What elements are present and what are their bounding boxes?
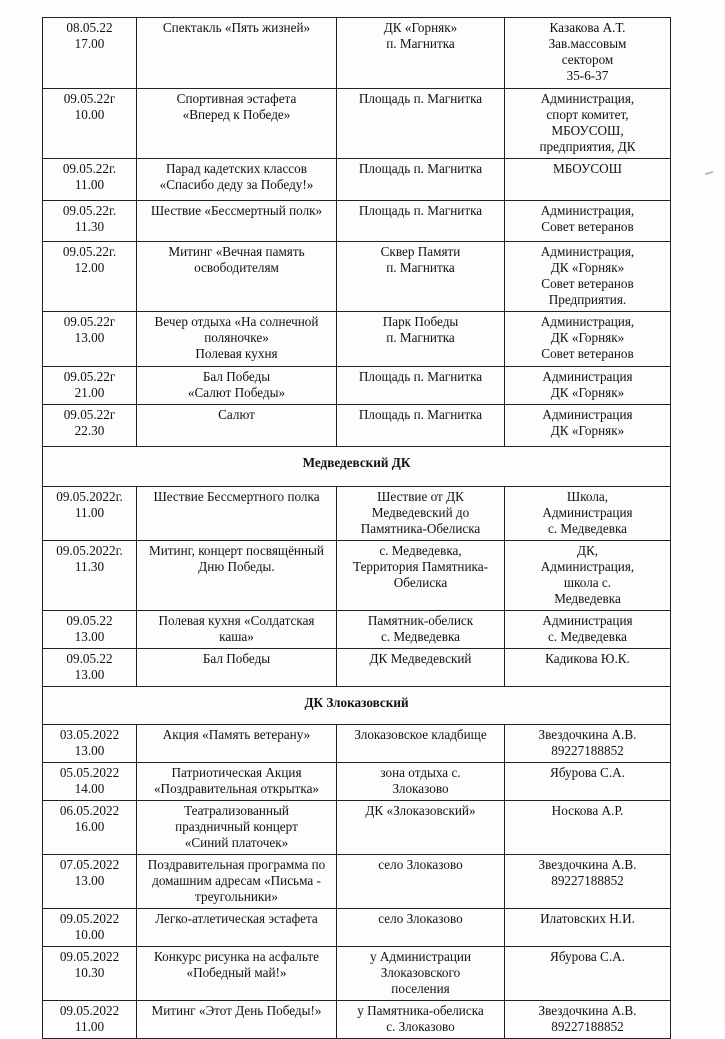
date-cell: 09.05.22 13.00: [43, 649, 137, 687]
date-cell: 09.05.22г. 11.30: [43, 201, 137, 242]
table-row: [43, 947, 671, 1001]
table-row: [43, 611, 671, 649]
place-cell: ДК Медведевский: [337, 649, 505, 687]
table-row: [43, 159, 671, 201]
place-cell: село Злоказово: [337, 855, 505, 909]
table-row: [43, 855, 671, 909]
date-cell: 03.05.2022 13.00: [43, 725, 137, 763]
event-cell: Акция «Память ветерану»: [137, 725, 337, 763]
event-cell: Легко-атлетическая эстафета: [137, 909, 337, 947]
place-cell: Площадь п. Магнитка: [337, 159, 505, 201]
organizer-cell: Носкова А.Р.: [505, 801, 671, 855]
table-row: [43, 367, 671, 405]
date-cell: 05.05.2022 14.00: [43, 763, 137, 801]
date-cell: 07.05.2022 13.00: [43, 855, 137, 909]
place-cell: у Памятника-обелиска с. Злоказово: [337, 1001, 505, 1039]
section-header-row: [43, 447, 671, 487]
table-row: [43, 909, 671, 947]
organizer-cell: Администрация, Совет ветеранов: [505, 201, 671, 242]
scan-mark: [705, 171, 713, 175]
table-row: [43, 242, 671, 312]
place-cell: Злоказовское кладбище: [337, 725, 505, 763]
event-cell: Конкурс рисунка на асфальте «Победный май!»: [137, 947, 337, 1001]
event-cell: Шествие Бессмертного полка: [137, 487, 337, 541]
date-cell: 09.05.22г. 11.00: [43, 159, 137, 201]
place-cell: Сквер Памяти п. Магнитка: [337, 242, 505, 312]
place-cell: у Администрации Злоказовского поселения: [337, 947, 505, 1001]
date-cell: 08.05.22 17.00: [43, 18, 137, 89]
date-cell: 09.05.22г 22.30: [43, 405, 137, 447]
table-row: [43, 649, 671, 687]
event-cell: Шествие «Бессмертный полк»: [137, 201, 337, 242]
place-cell: с. Медведевка, Территория Памятника- Обелиска: [337, 541, 505, 611]
event-cell: Спортивная эстафета «Вперед к Победе»: [137, 89, 337, 159]
table-row: [43, 201, 671, 242]
organizer-cell: Администрация, спорт комитет, МБОУСОШ, предприятия, ДК: [505, 89, 671, 159]
organizer-cell: Илатовских Н.И.: [505, 909, 671, 947]
organizer-cell: Школа, Администрация с. Медведевка: [505, 487, 671, 541]
organizer-cell: Администрация ДК «Горняк»: [505, 367, 671, 405]
place-cell: зона отдыха с. Злоказово: [337, 763, 505, 801]
place-cell: ДК «Горняк» п. Магнитка: [337, 18, 505, 89]
event-cell: Полевая кухня «Солдатская каша»: [137, 611, 337, 649]
date-cell: 09.05.2022г. 11.00: [43, 487, 137, 541]
table-row: [43, 312, 671, 367]
date-cell: 09.05.22г 13.00: [43, 312, 137, 367]
organizer-cell: ДК, Администрация, школа с. Медведевка: [505, 541, 671, 611]
place-cell: ДК «Злоказовский»: [337, 801, 505, 855]
organizer-cell: Администрация ДК «Горняк»: [505, 405, 671, 447]
place-cell: Шествие от ДК Медведевский до Памятника-Обелиска: [337, 487, 505, 541]
place-cell: Парк Победы п. Магнитка: [337, 312, 505, 367]
section-title: ДК Злоказовский: [43, 687, 671, 725]
date-cell: 09.05.22г. 12.00: [43, 242, 137, 312]
organizer-cell: Ябурова С.А.: [505, 763, 671, 801]
date-cell: 09.05.2022 10.30: [43, 947, 137, 1001]
organizer-cell: Звездочкина А.В. 89227188852: [505, 855, 671, 909]
date-cell: 09.05.22г 21.00: [43, 367, 137, 405]
place-cell: село Злоказово: [337, 909, 505, 947]
place-cell: Площадь п. Магнитка: [337, 405, 505, 447]
place-cell: Памятник-обелиск с. Медведевка: [337, 611, 505, 649]
date-cell: 06.05.2022 16.00: [43, 801, 137, 855]
table-row: [43, 18, 671, 89]
date-cell: 09.05.2022г. 11.30: [43, 541, 137, 611]
organizer-cell: Администрация с. Медведевка: [505, 611, 671, 649]
date-cell: 09.05.22 13.00: [43, 611, 137, 649]
event-cell: Парад кадетских классов «Спасибо деду за Победу!»: [137, 159, 337, 201]
organizer-cell: МБОУСОШ: [505, 159, 671, 201]
event-cell: Бал Победы: [137, 649, 337, 687]
organizer-cell: Звездочкина А.В. 89227188852: [505, 1001, 671, 1039]
place-cell: Площадь п. Магнитка: [337, 89, 505, 159]
organizer-cell: Администрация, ДК «Горняк» Совет ветеранов: [505, 312, 671, 367]
date-cell: 09.05.22г 10.00: [43, 89, 137, 159]
organizer-cell: Звездочкина А.В. 89227188852: [505, 725, 671, 763]
event-cell: Поздравительная программа по домашним адресам «Письма - треугольники»: [137, 855, 337, 909]
event-cell: Митинг, концерт посвящённый Дню Победы.: [137, 541, 337, 611]
table-row: [43, 725, 671, 763]
place-cell: Площадь п. Магнитка: [337, 367, 505, 405]
organizer-cell: Кадикова Ю.К.: [505, 649, 671, 687]
event-cell: Патриотическая Акция «Поздравительная открытка»: [137, 763, 337, 801]
schedule-table: [42, 17, 671, 1039]
date-cell: 09.05.2022 11.00: [43, 1001, 137, 1039]
table-row: [43, 1001, 671, 1039]
table-row: [43, 541, 671, 611]
table-row: [43, 487, 671, 541]
event-cell: Бал Победы «Салют Победы»: [137, 367, 337, 405]
event-cell: Вечер отдыха «На солнечной поляночке» Полевая кухня: [137, 312, 337, 367]
event-cell: Салют: [137, 405, 337, 447]
date-cell: 09.05.2022 10.00: [43, 909, 137, 947]
section-title: Медведевский ДК: [43, 447, 671, 487]
organizer-cell: Ябурова С.А.: [505, 947, 671, 1001]
table-row: [43, 405, 671, 447]
organizer-cell: Казакова А.Т. Зав.массовым сектором 35-6-37: [505, 18, 671, 89]
event-cell: Митинг «Вечная память освободителям: [137, 242, 337, 312]
event-cell: Митинг «Этот День Победы!»: [137, 1001, 337, 1039]
section-header-row: [43, 687, 671, 725]
organizer-cell: Администрация, ДК «Горняк» Совет ветеранов Предприятия.: [505, 242, 671, 312]
table-row: [43, 763, 671, 801]
event-cell: Спектакль «Пять жизней»: [137, 18, 337, 89]
event-cell: Театрализованный праздничный концерт «Синий платочек»: [137, 801, 337, 855]
table-row: [43, 801, 671, 855]
schedule-table-body: [43, 18, 671, 1039]
table-row: [43, 89, 671, 159]
place-cell: Площадь п. Магнитка: [337, 201, 505, 242]
